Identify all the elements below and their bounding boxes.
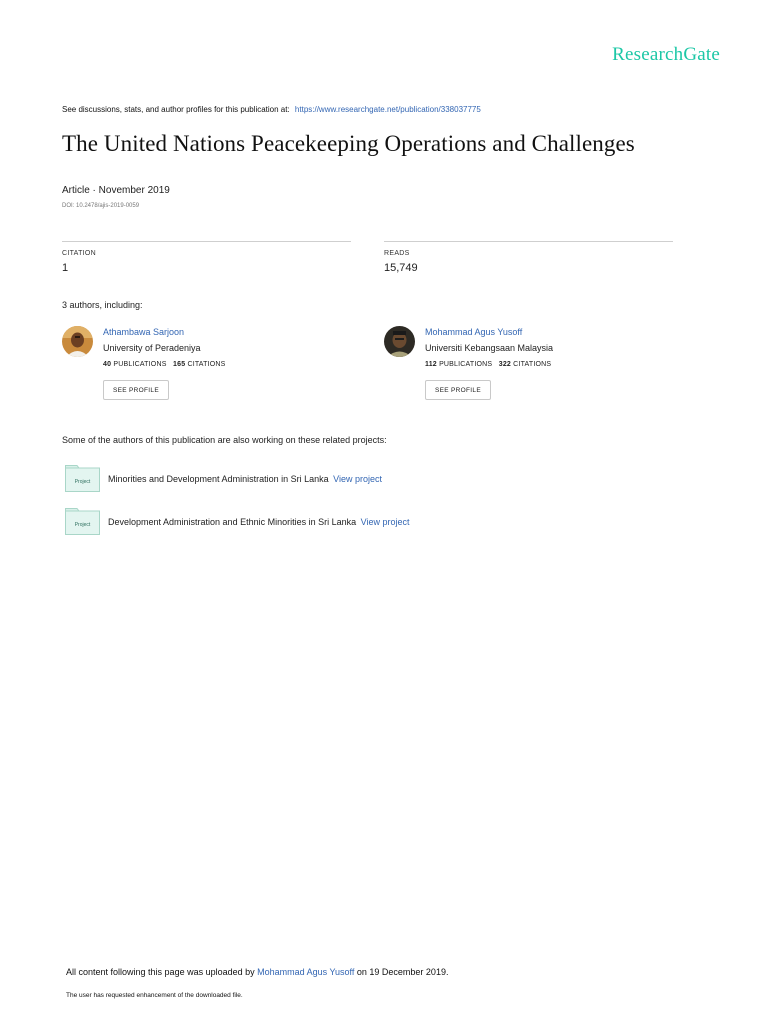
- see-profile-button[interactable]: SEE PROFILE: [103, 380, 169, 400]
- enhancement-notice: The user has requested enhancement of the downloaded file.: [66, 992, 243, 999]
- project-folder-icon: [65, 465, 100, 492]
- publications-label: PUBLICATIONS: [113, 361, 167, 368]
- upload-notice: [66, 967, 448, 977]
- reads-label: READS: [384, 250, 410, 257]
- author-name-link[interactable]: Mohammad Agus Yusoff: [425, 327, 523, 337]
- project-icon-label: Project: [74, 522, 91, 528]
- publication-url-link[interactable]: https://www.researchgate.net/publication/338037775: [294, 105, 481, 114]
- publications-label: PUBLICATIONS: [439, 361, 493, 368]
- project-title: Minorities and Development Administration in Sri Lanka: [108, 474, 329, 484]
- citation-count: 322: [498, 361, 512, 368]
- upload-suffix: on 19 December 2019.: [356, 967, 449, 977]
- related-project-item: [108, 474, 382, 484]
- author-institution: University of Peradeniya: [103, 343, 201, 353]
- view-project-link[interactable]: View project: [333, 474, 382, 484]
- uploader-link[interactable]: Mohammad Agus Yusoff: [257, 967, 355, 977]
- citation-divider: [62, 241, 351, 242]
- citations-label: CITATIONS: [513, 361, 552, 368]
- publication-meta: Article · November 2019: [62, 185, 170, 196]
- reads-value: 15,749: [384, 262, 418, 274]
- notice-text: See discussions, stats, and author profiles for this publication at:: [62, 105, 290, 114]
- author-avatar[interactable]: [62, 326, 93, 357]
- view-project-link[interactable]: View project: [360, 517, 410, 527]
- publication-doi: DOI: 10.2478/ajis-2019-0059: [62, 203, 140, 209]
- project-title: Development Administration and Ethnic Minorities in Sri Lanka: [108, 517, 357, 527]
- publication-count: 40: [103, 361, 112, 368]
- authors-heading: 3 authors, including:: [62, 300, 143, 310]
- author-name-link[interactable]: Athambawa Sarjoon: [103, 327, 185, 337]
- citation-label: CITATION: [62, 250, 97, 257]
- author-stats: [103, 361, 226, 368]
- related-projects-heading: Some of the authors of this publication are also working on these related projects:: [62, 435, 387, 445]
- citation-count: 165: [173, 361, 186, 368]
- citation-value: 1: [62, 262, 69, 274]
- reads-divider: [384, 241, 673, 242]
- project-folder-icon: [65, 508, 100, 535]
- author-institution: Universiti Kebangsaan Malaysia: [425, 343, 554, 353]
- publication-count: 112: [425, 361, 437, 368]
- publication-title: The United Nations Peacekeeping Operations and Challenges: [62, 131, 635, 156]
- profile-notice: [62, 105, 481, 114]
- see-profile-button[interactable]: SEE PROFILE: [425, 380, 491, 400]
- project-icon-label: Project: [74, 479, 91, 485]
- researchgate-logo: ResearchGate: [612, 44, 720, 65]
- upload-prefix: All content following this page was uploaded by: [66, 967, 255, 977]
- related-project-item: [108, 517, 410, 527]
- citations-label: CITATIONS: [187, 361, 226, 368]
- author-avatar[interactable]: [384, 326, 415, 357]
- author-stats: [425, 361, 551, 368]
